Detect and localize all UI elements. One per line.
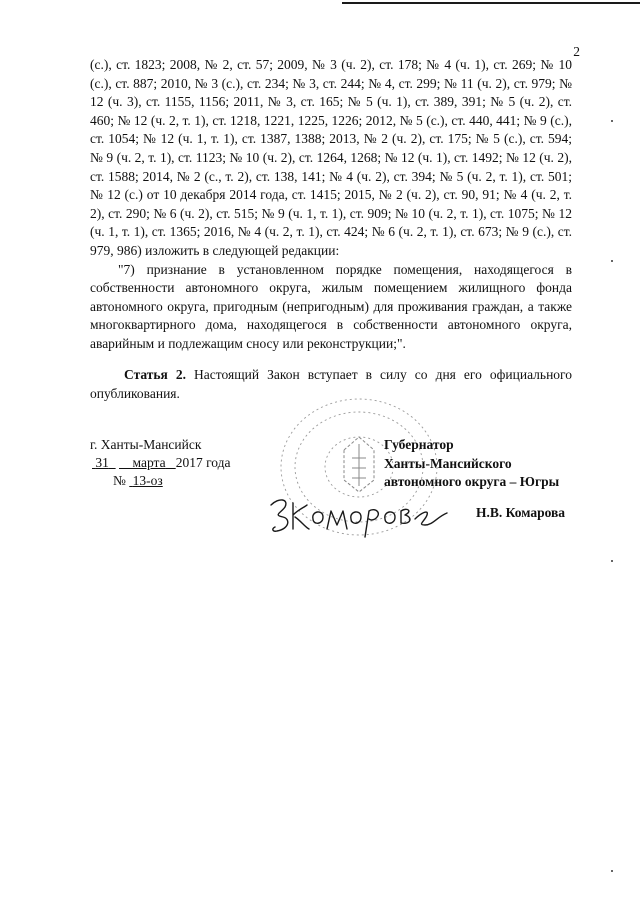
- signing-month: марта: [132, 455, 166, 470]
- page-number: 2: [573, 44, 580, 59]
- article-text: Настоящий Закон вступает в силу со дня его официального опубликования.: [90, 367, 573, 401]
- signing-year: 2017 года: [175, 455, 231, 470]
- scan-margin-mark: [611, 870, 613, 872]
- citation-paragraph: (с.), ст. 1823; 2008, № 2, ст. 57; 2009, № 3 (ч. 2), ст. 178; № 4 (ч. 1), ст. 269; № 10 (с.), ст. 887; 2010, № 3 (с.), ст. 234; № 3, ст. 244; № 4, ст. 299; № 11 (ч. 2), ст. 979; № 12 (ч. 3), ст. 1155, 1156; 2011, № 3, ст. 165; № 5 (ч. 1), ст. 389, 391; № 5 (ч. 2), ст. 460; № 12 (ч. 2, т. 1), ст. 1218, 1221, 1225, 1226; 2012, № 5 (с.), ст. 440, 441; № 9 (с.), ст. 1054; № 12 (ч. 1, т. 1), ст. 1387, 1388; 2013, № 2 (ч. 2), ст. 175; № 5 (с.), ст. 594; № 9 (ч. 2, т. 1), ст. 1123; № 10 (ч. 2), ст. 1264, 1268; № 12 (ч. 1), ст. 1492; № 12 (ч. 2), ст. 1588; 2014, № 2 (с., т. 2), ст. 138, 141; № 4 (ч. 2), ст. 394; № 5 (ч. 2, т. 1), ст. 501; № 12 (с.) от 10 декабря 2014 года, ст. 1415; 2015, № 2 (ч. 2), ст. 90, 91; № 4 (ч. 2, т. 2), ст. 290; № 6 (ч. 2), ст. 515; № 9 (ч. 1, т. 1), ст. 909; № 10 (ч. 2, т. 1), ст. 1075; № 12 (ч. 1, т. 1), ст. 1365; 2016, № 4 (ч. 2, т. 1), ст. 424; № 6 (ч. 2, т. 1), ст. 673; № 9 (с.), ст. 979, 986) изложить в следующей редакции:: [90, 57, 572, 258]
- scan-margin-mark: [611, 120, 613, 122]
- signatory-name: Н.В. Комарова: [476, 505, 566, 520]
- law-number: [113, 472, 163, 491]
- quoted-amendment-paragraph: "7) признание в установленном порядке помещения, находящегося в собственности автономного округа, жилым помещением жилищного фонда автономного округа, пригодным (непригодным) для проживания граждан, а также многоквартирного дома, находящегося в собственности автономного округа, аварийным и подлежащим сносу или реконструкции;".: [90, 261, 572, 351]
- document-body: [90, 56, 572, 354]
- signatory-title-line-3: автономного округа – Югры: [384, 474, 560, 490]
- signing-place: г. Ханты-Мансийск: [90, 437, 202, 452]
- signing-date: [92, 454, 231, 473]
- handwritten-signature: [265, 485, 450, 540]
- law-number-value: 13-оз: [132, 473, 163, 488]
- article-label: Статья 2.: [124, 367, 187, 382]
- signatory-title-line-1: Губернатор: [384, 437, 454, 452]
- page-top-edge-line: [342, 2, 640, 4]
- scan-margin-mark: [611, 560, 613, 562]
- signatory-title-line-2: Ханты-Мансийского: [384, 455, 512, 471]
- scan-margin-mark: [611, 260, 613, 262]
- signatory-title: [384, 436, 559, 492]
- signing-day: 31: [95, 455, 109, 470]
- law-number-label: №: [113, 473, 126, 488]
